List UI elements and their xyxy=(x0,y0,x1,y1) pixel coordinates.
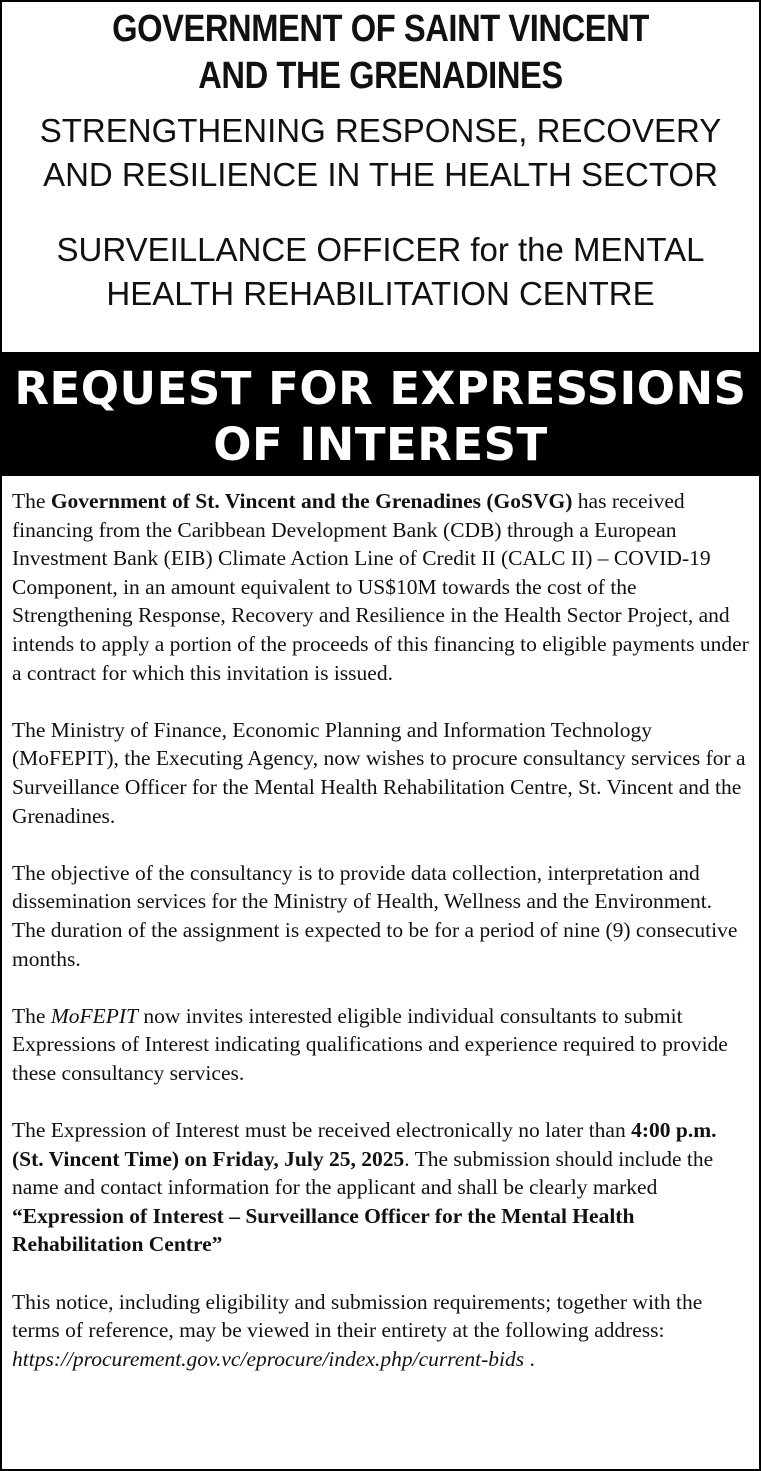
paragraph-text: The xyxy=(12,1003,51,1028)
paragraph-financing xyxy=(12,487,750,687)
paragraph-invitation xyxy=(12,1002,750,1088)
paragraph-text: has received financing from the Caribbean Development Bank (CDB) through a European Investment Bank (EIB) Climate Action Line of Credit II (CALC II) – COVID-19 Component, in an amount equivalent to US$10M towards the cost of the Strengthening Response, Recovery and Resilience in the Health Sector Project, and intends to apply a portion of the proceeds of this financing to eligible payments under a contract for which this invitation is issued. xyxy=(12,489,749,685)
banner-line2: OF INTEREST xyxy=(213,418,548,471)
project-title-line2: AND RESILIENCE IN THE HEALTH SECTOR xyxy=(43,156,718,193)
government-title xyxy=(55,6,706,100)
government-title-line1: GOVERNMENT OF SAINT VINCENT xyxy=(112,8,649,50)
position-title-line2: HEALTH REHABILITATION CENTRE xyxy=(106,275,655,312)
paragraph-procurement: The Ministry of Finance, Economic Planning and Information Technology (MoFEPIT), the Executing Agency, now wishes to procure consultancy services for a Surveillance Officer for the Mental Health Rehabilitation Centre, St. Vincent and the Grenadines. xyxy=(12,717,746,828)
submission-marking: “Expression of Interest – Surveillance Officer for the Mental Health Rehabilitation Centre” xyxy=(12,1203,635,1257)
submission-deadline: 4:00 p.m. (St. Vincent Time) on Friday, July 25, 2025 xyxy=(12,1118,717,1171)
gosvg-name: Government of St. Vincent and the Grenadines (GoSVG) xyxy=(50,489,573,513)
agency-acronym: MoFEPIT xyxy=(50,1003,138,1028)
paragraph-submission xyxy=(12,1116,750,1259)
notice-header xyxy=(2,2,759,352)
paragraph-notice-address xyxy=(12,1288,750,1374)
request-banner xyxy=(2,352,759,476)
procurement-url[interactable]: https://procurement.gov.vc/eprocure/index.php/current-bids xyxy=(12,1346,525,1371)
paragraph-text: This notice, including eligibility and submission requirements; together with the terms of reference, may be viewed in their entirety at the following address: xyxy=(12,1289,703,1343)
paragraph-objective: The objective of the consultancy is to provide data collection, interpretation and dissemination services for the Ministry of Health, Wellness and the Environment. The duration of the assignment is expected to be for a period of nine (9) consecutive months. xyxy=(12,860,738,971)
paragraph-text: The Expression of Interest must be received electronically no later than xyxy=(12,1118,632,1143)
notice-body xyxy=(2,476,759,1373)
paragraph-text: The xyxy=(12,489,51,513)
government-title-line2: AND THE GRENADINES xyxy=(198,55,563,97)
banner-line1: REQUEST FOR EXPRESSIONS xyxy=(14,362,747,415)
position-title xyxy=(2,228,759,316)
position-title-line1: SURVEILLANCE OFFICER for the MENTAL xyxy=(56,231,705,268)
project-title-line1: STRENGTHENING RESPONSE, RECOVERY xyxy=(39,112,722,149)
paragraph-text: now invites interested eligible individual consultants to submit Expressions of Interest indicating qualifications and experience required to provide these consultancy services. xyxy=(12,1003,728,1085)
paragraph-text: . xyxy=(524,1346,535,1371)
project-title xyxy=(2,109,759,197)
paragraph-text: . The submission should include the name and contact information for the applicant and shall be clearly marked xyxy=(12,1146,714,1200)
